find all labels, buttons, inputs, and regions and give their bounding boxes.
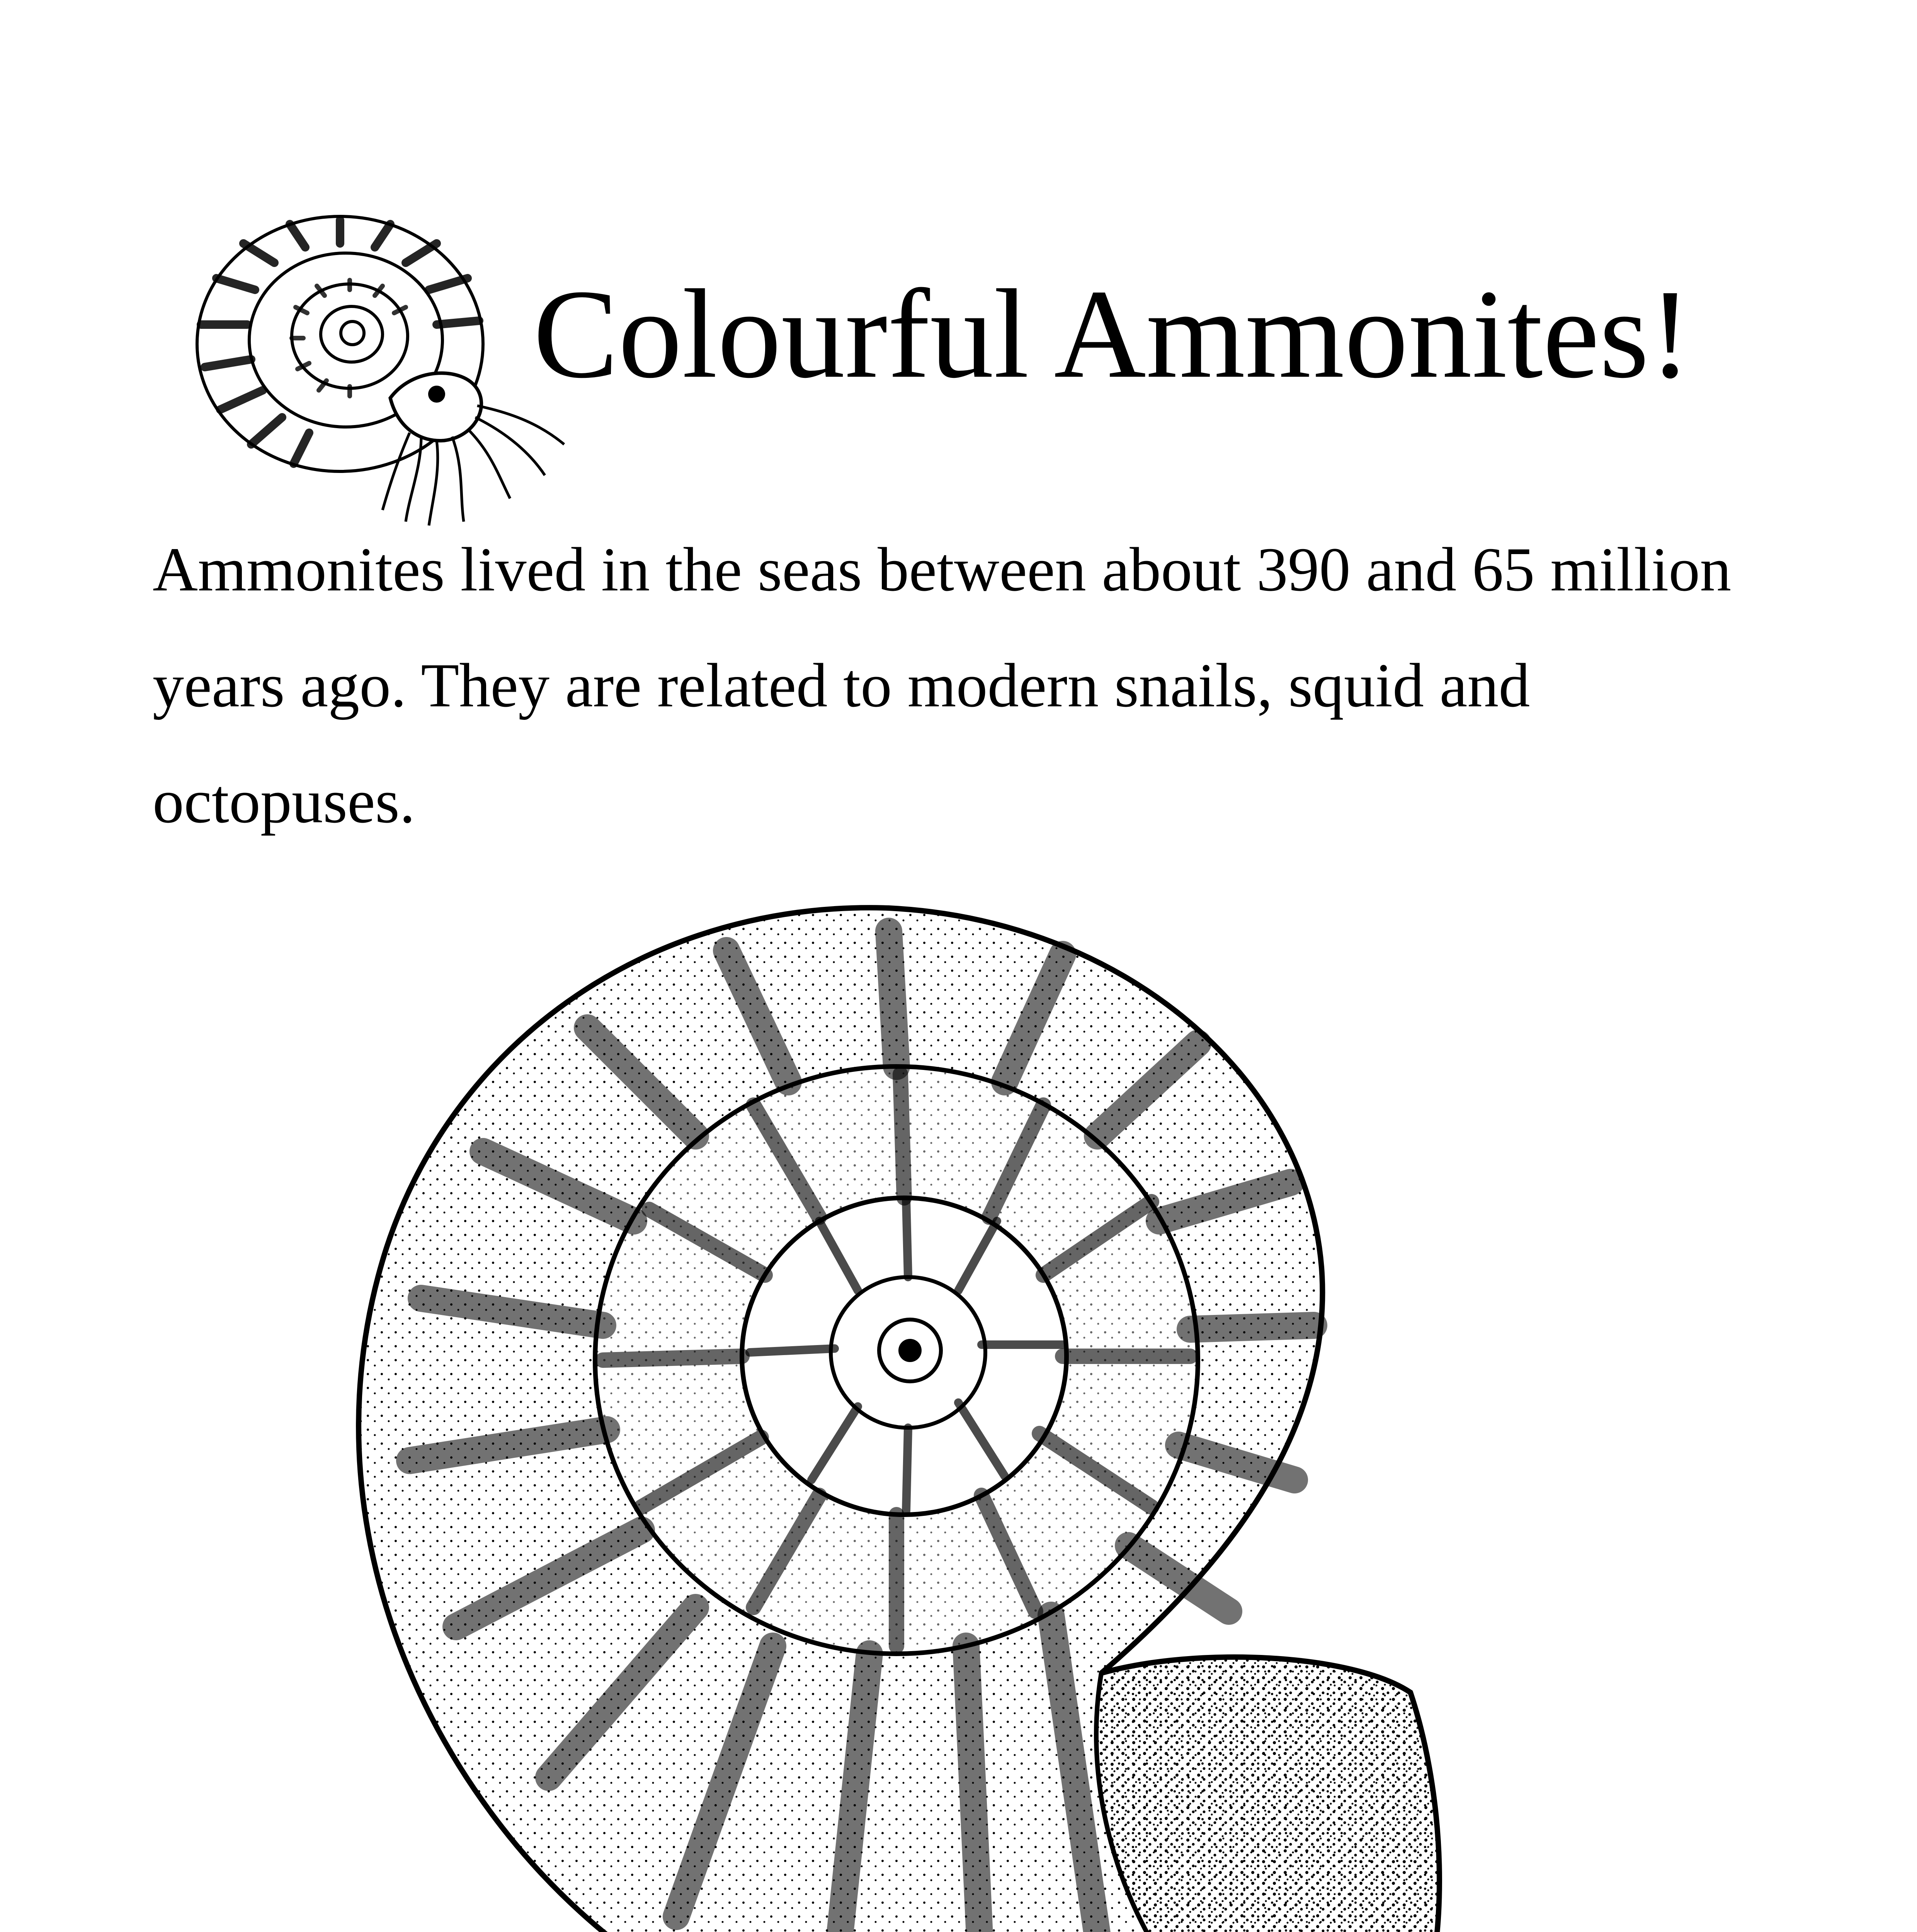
intro-line: years ago. They are related to modern snails, squid and <box>153 651 1530 720</box>
page-title: Colourful Ammonites! <box>533 264 1692 405</box>
intro-line: octopuses. <box>153 767 415 836</box>
intro-paragraph <box>153 512 1731 860</box>
intro-line: Ammonites lived in the seas between about 390 and 65 million <box>153 535 1732 604</box>
large-ammonite-illustration <box>309 842 1565 1932</box>
small-ammonite-illustration <box>174 205 580 537</box>
